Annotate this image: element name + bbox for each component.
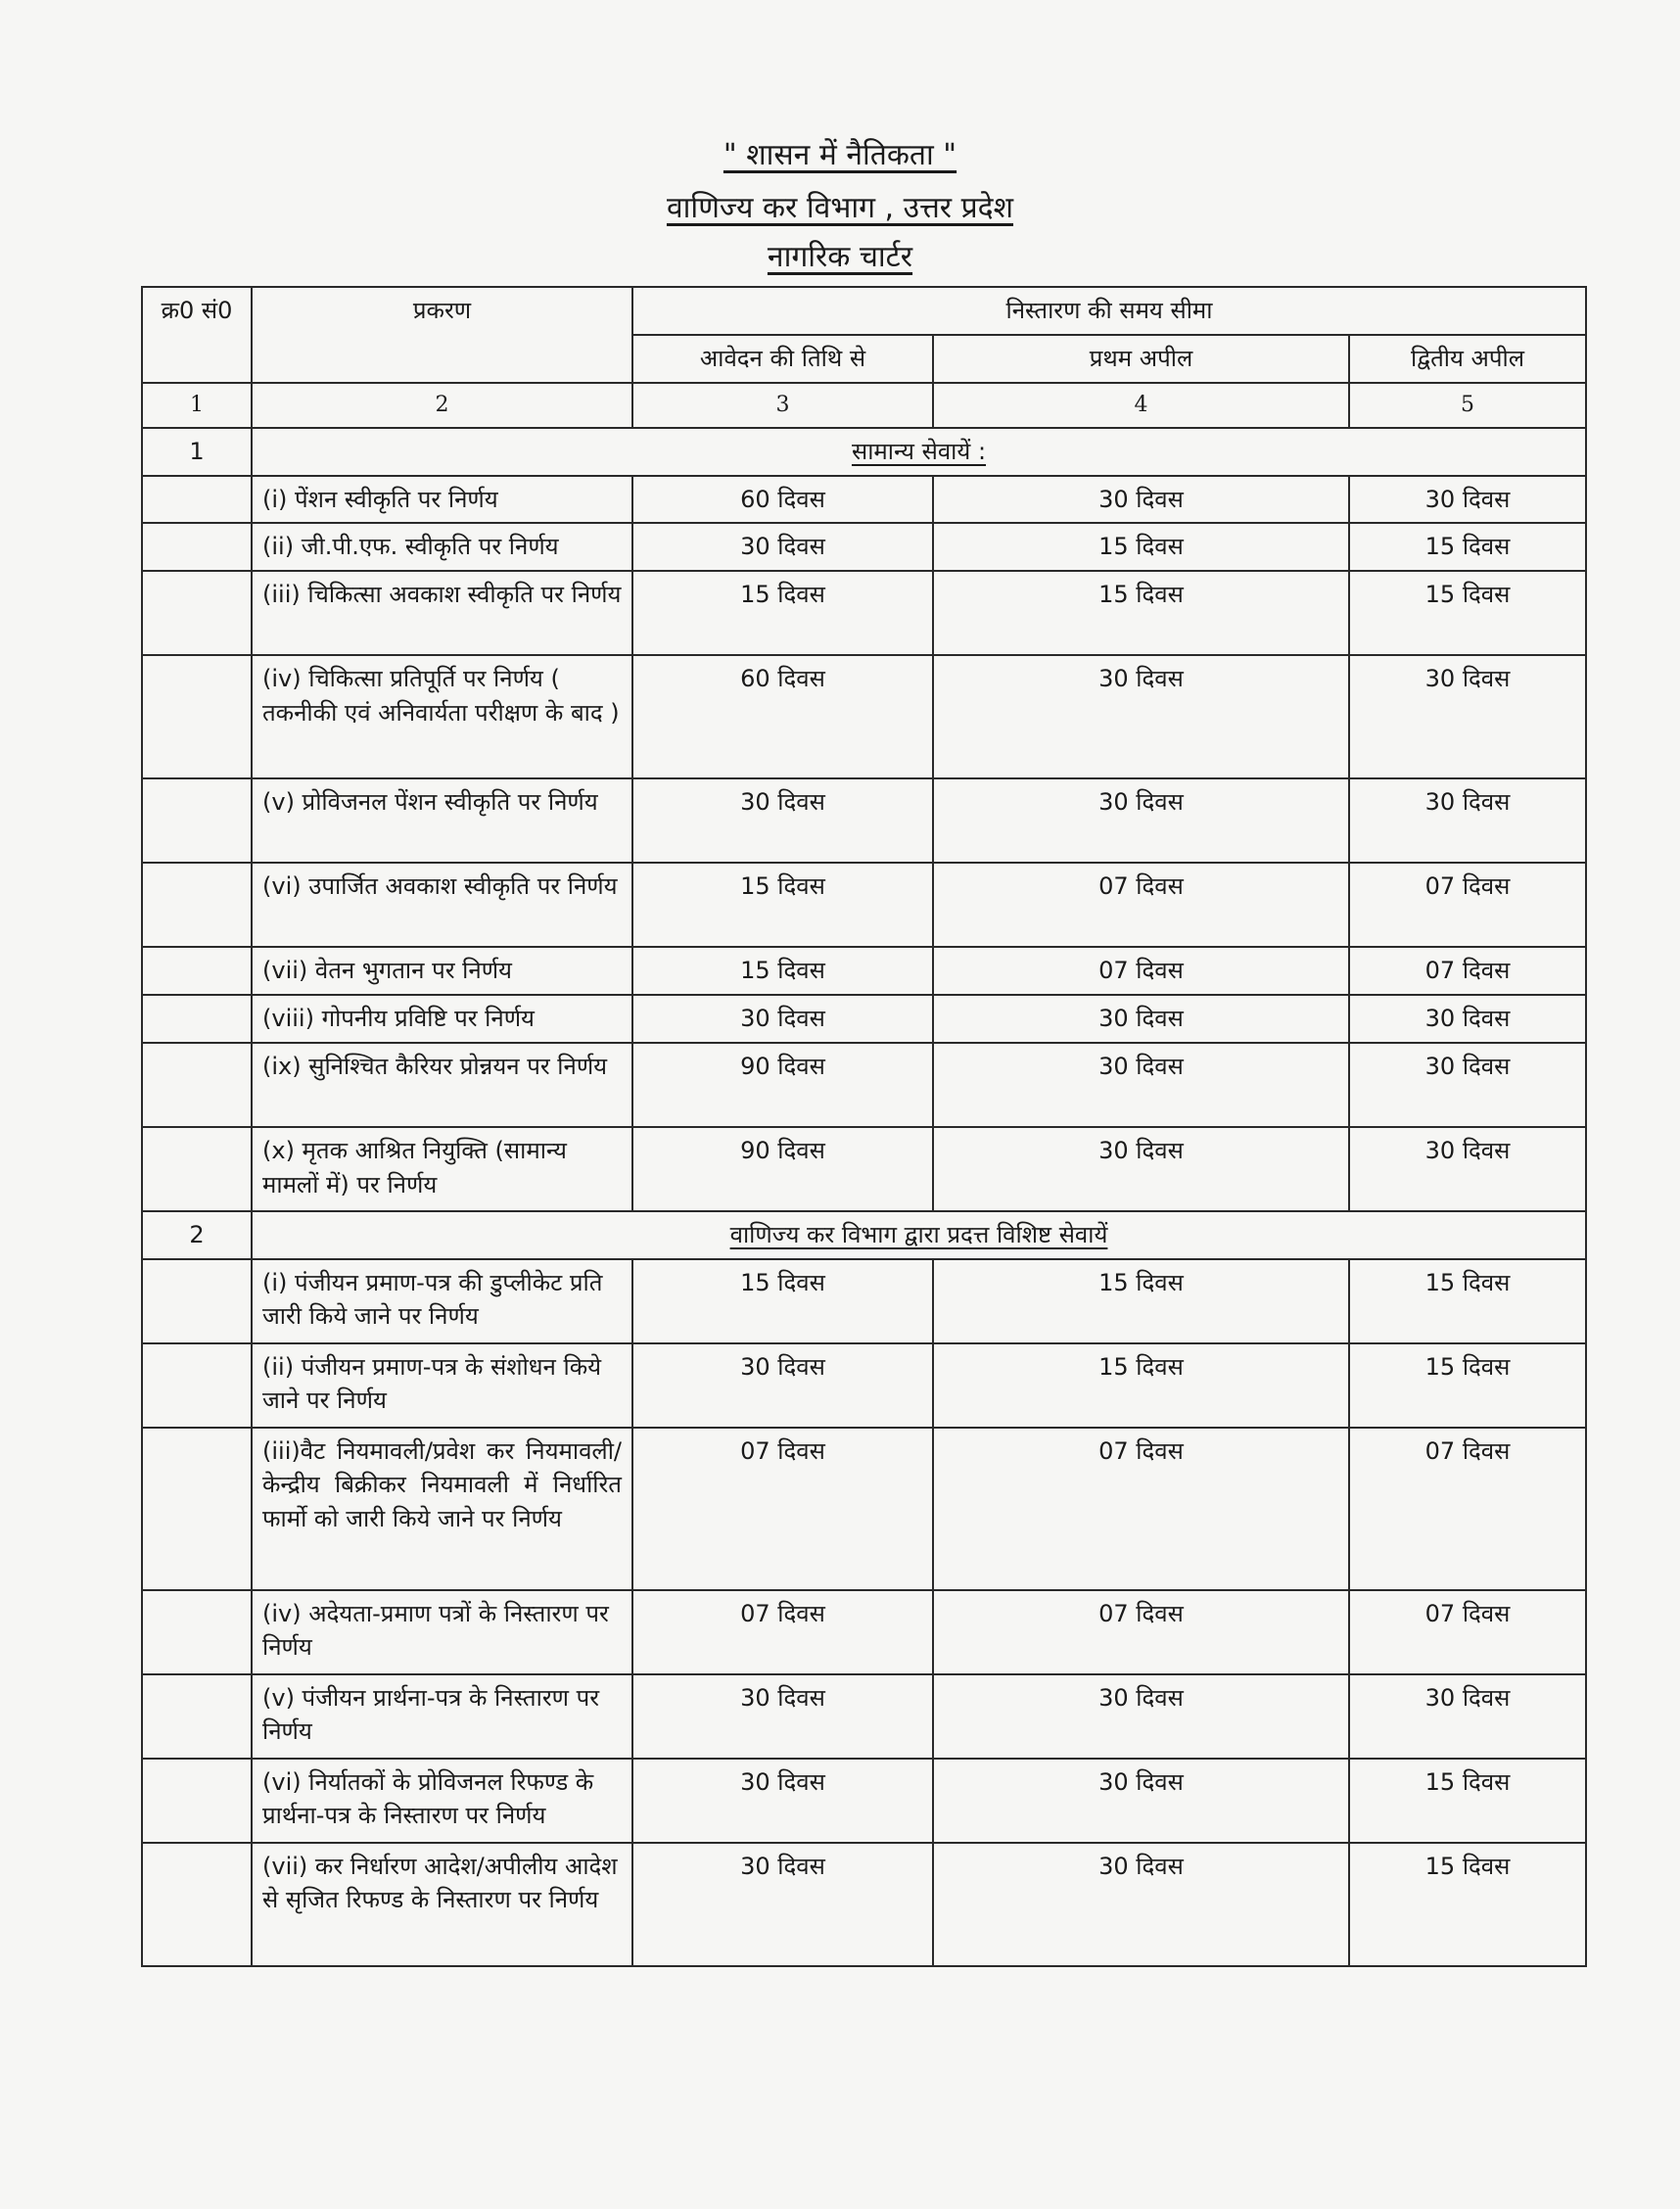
serial-cell — [142, 1259, 252, 1343]
section-title: वाणिज्य कर विभाग द्वारा प्रदत्त विशिष्ट सेवायें — [729, 1220, 1108, 1248]
column-number: 5 — [1349, 383, 1586, 428]
subject-cell: (iii) चिकित्सा अवकाश स्वीकृति पर निर्णय — [252, 571, 632, 655]
citizen-charter-table — [141, 286, 1587, 1967]
second-appeal-cell: 07 दिवस — [1349, 947, 1586, 995]
serial-cell — [142, 1590, 252, 1674]
from-application-cell: 07 दिवस — [632, 1428, 933, 1590]
second-appeal-cell: 30 दिवस — [1349, 655, 1586, 778]
first-appeal-cell: 07 दिवस — [933, 1590, 1349, 1674]
from-application-cell: 15 दिवस — [632, 1259, 933, 1343]
second-appeal-cell: 07 दिवस — [1349, 1590, 1586, 1674]
serial-cell — [142, 1127, 252, 1211]
subject-cell: (iv) चिकित्सा प्रतिपूर्ति पर निर्णय ( तकनीकी एवं अनिवार्यता परीक्षण के बाद ) — [252, 655, 632, 778]
subject-cell: (iv) अदेयता-प्रमाण पत्रों के निस्तारण पर निर्णय — [252, 1590, 632, 1674]
header-row — [142, 287, 1586, 335]
section-title: सामान्य सेवायें : — [851, 437, 987, 465]
second-appeal-cell: 15 दिवस — [1349, 1343, 1586, 1428]
from-application-cell: 30 दिवस — [632, 995, 933, 1043]
second-appeal-cell: 30 दिवस — [1349, 995, 1586, 1043]
section-title-cell — [252, 1211, 1586, 1259]
table-row — [142, 1043, 1586, 1127]
subject-cell: (iii)वैट नियमावली/प्रवेश कर नियमावली/ केन्द्रीय बिक्रीकर नियमावली में निर्धारित फार्मो को जारी किये जाने पर निर्णय — [252, 1428, 632, 1590]
first-appeal-cell: 07 दिवस — [933, 1428, 1349, 1590]
header-from-application: आवेदन की तिथि से — [632, 335, 933, 383]
header-serial: क्र0 सं0 — [142, 287, 252, 383]
first-appeal-cell: 30 दिवस — [933, 1674, 1349, 1759]
serial-cell — [142, 1043, 252, 1127]
document-title: " शासन में नैतिकता " — [723, 138, 957, 172]
section-header-row — [142, 1211, 1586, 1259]
second-appeal-cell: 30 दिवस — [1349, 1127, 1586, 1211]
column-number: 1 — [142, 383, 252, 428]
serial-cell — [142, 1843, 252, 1966]
table-row — [142, 655, 1586, 778]
serial-cell — [142, 1674, 252, 1759]
header-second-appeal: द्वितीय अपील — [1349, 335, 1586, 383]
second-appeal-cell: 30 दिवस — [1349, 476, 1586, 524]
table-row — [142, 1674, 1586, 1759]
table-row — [142, 1428, 1586, 1590]
serial-cell — [142, 863, 252, 947]
subject-cell: (ii) जी.पी.एफ. स्वीकृति पर निर्णय — [252, 523, 632, 571]
second-appeal-cell: 15 दिवस — [1349, 571, 1586, 655]
from-application-cell: 07 दिवस — [632, 1590, 933, 1674]
first-appeal-cell: 30 दिवस — [933, 1843, 1349, 1966]
table-row — [142, 1259, 1586, 1343]
table-row — [142, 1843, 1586, 1966]
serial-cell — [142, 947, 252, 995]
from-application-cell: 30 दिवस — [632, 1343, 933, 1428]
header-subject: प्रकरण — [252, 287, 632, 383]
header-time-limit: निस्तारण की समय सीमा — [632, 287, 1586, 335]
first-appeal-cell: 15 दिवस — [933, 523, 1349, 571]
serial-cell — [142, 523, 252, 571]
second-appeal-cell: 15 दिवस — [1349, 1759, 1586, 1843]
subject-cell: (i) पेंशन स्वीकृति पर निर्णय — [252, 476, 632, 524]
serial-cell — [142, 655, 252, 778]
section-number: 1 — [142, 428, 252, 476]
first-appeal-cell: 07 दिवस — [933, 863, 1349, 947]
first-appeal-cell: 15 दिवस — [933, 571, 1349, 655]
second-appeal-cell: 30 दिवस — [1349, 778, 1586, 863]
first-appeal-cell: 30 दिवस — [933, 995, 1349, 1043]
second-appeal-cell: 15 दिवस — [1349, 1259, 1586, 1343]
second-appeal-cell: 15 दिवस — [1349, 523, 1586, 571]
from-application-cell: 15 दिवस — [632, 863, 933, 947]
serial-cell — [142, 1428, 252, 1590]
table-row — [142, 1343, 1586, 1428]
department-title: वाणिज्य कर विभाग , उत्तर प्रदेश — [666, 191, 1014, 225]
second-appeal-cell: 07 दिवस — [1349, 863, 1586, 947]
first-appeal-cell: 15 दिवस — [933, 1259, 1349, 1343]
from-application-cell: 15 दिवस — [632, 947, 933, 995]
table-row — [142, 571, 1586, 655]
table-row — [142, 1759, 1586, 1843]
table-row — [142, 778, 1586, 863]
section-number: 2 — [142, 1211, 252, 1259]
subject-cell: (vii) वेतन भुगतान पर निर्णय — [252, 947, 632, 995]
subject-cell: (v) प्रोविजनल पेंशन स्वीकृति पर निर्णय — [252, 778, 632, 863]
serial-cell — [142, 1759, 252, 1843]
from-application-cell: 30 दिवस — [632, 523, 933, 571]
column-number: 2 — [252, 383, 632, 428]
second-appeal-cell: 30 दिवस — [1349, 1043, 1586, 1127]
table-row — [142, 523, 1586, 571]
second-appeal-cell: 07 दिवस — [1349, 1428, 1586, 1590]
first-appeal-cell: 30 दिवस — [933, 778, 1349, 863]
serial-cell — [142, 476, 252, 524]
first-appeal-cell: 07 दिवस — [933, 947, 1349, 995]
from-application-cell: 90 दिवस — [632, 1127, 933, 1211]
first-appeal-cell: 30 दिवस — [933, 1127, 1349, 1211]
from-application-cell: 90 दिवस — [632, 1043, 933, 1127]
subject-cell: (i) पंजीयन प्रमाण-पत्र की डुप्लीकेट प्रति जारी किये जाने पर निर्णय — [252, 1259, 632, 1343]
first-appeal-cell: 15 दिवस — [933, 1343, 1349, 1428]
second-appeal-cell: 30 दिवस — [1349, 1674, 1586, 1759]
header-first-appeal: प्रथम अपील — [933, 335, 1349, 383]
table-row — [142, 947, 1586, 995]
subject-cell: (viii) गोपनीय प्रविष्टि पर निर्णय — [252, 995, 632, 1043]
from-application-cell: 60 दिवस — [632, 655, 933, 778]
subject-cell: (vi) निर्यातकों के प्रोविजनल रिफण्ड के प्रार्थना-पत्र के निस्तारण पर निर्णय — [252, 1759, 632, 1843]
table-row — [142, 863, 1586, 947]
column-number: 3 — [632, 383, 933, 428]
serial-cell — [142, 571, 252, 655]
serial-cell — [142, 995, 252, 1043]
subject-cell: (ii) पंजीयन प्रमाण-पत्र के संशोधन किये जाने पर निर्णय — [252, 1343, 632, 1428]
charter-title: नागरिक चार्टर — [767, 240, 913, 274]
table-row — [142, 1127, 1586, 1211]
column-number-row — [142, 383, 1586, 428]
subject-cell: (vi) उपार्जित अवकाश स्वीकृति पर निर्णय — [252, 863, 632, 947]
subject-cell: (ix) सुनिश्चित कैरियर प्रोन्नयन पर निर्णय — [252, 1043, 632, 1127]
table-row — [142, 995, 1586, 1043]
from-application-cell: 30 दिवस — [632, 778, 933, 863]
from-application-cell: 15 दिवस — [632, 571, 933, 655]
table-row — [142, 476, 1586, 524]
from-application-cell: 30 दिवस — [632, 1843, 933, 1966]
first-appeal-cell: 30 दिवस — [933, 1043, 1349, 1127]
from-application-cell: 30 दिवस — [632, 1674, 933, 1759]
subject-cell: (x) मृतक आश्रित नियुक्ति (सामान्य मामलों में) पर निर्णय — [252, 1127, 632, 1211]
section-header-row — [142, 428, 1586, 476]
serial-cell — [142, 1343, 252, 1428]
first-appeal-cell: 30 दिवस — [933, 476, 1349, 524]
from-application-cell: 30 दिवस — [632, 1759, 933, 1843]
first-appeal-cell: 30 दिवस — [933, 655, 1349, 778]
from-application-cell: 60 दिवस — [632, 476, 933, 524]
subject-cell: (v) पंजीयन प्रार्थना-पत्र के निस्तारण पर निर्णय — [252, 1674, 632, 1759]
column-number: 4 — [933, 383, 1349, 428]
second-appeal-cell: 15 दिवस — [1349, 1843, 1586, 1966]
serial-cell — [142, 778, 252, 863]
table-row — [142, 1590, 1586, 1674]
section-title-cell — [252, 428, 1586, 476]
subject-cell: (vii) कर निर्धारण आदेश/अपीलीय आदेश से सृजित रिफण्ड के निस्तारण पर निर्णय — [252, 1843, 632, 1966]
first-appeal-cell: 30 दिवस — [933, 1759, 1349, 1843]
